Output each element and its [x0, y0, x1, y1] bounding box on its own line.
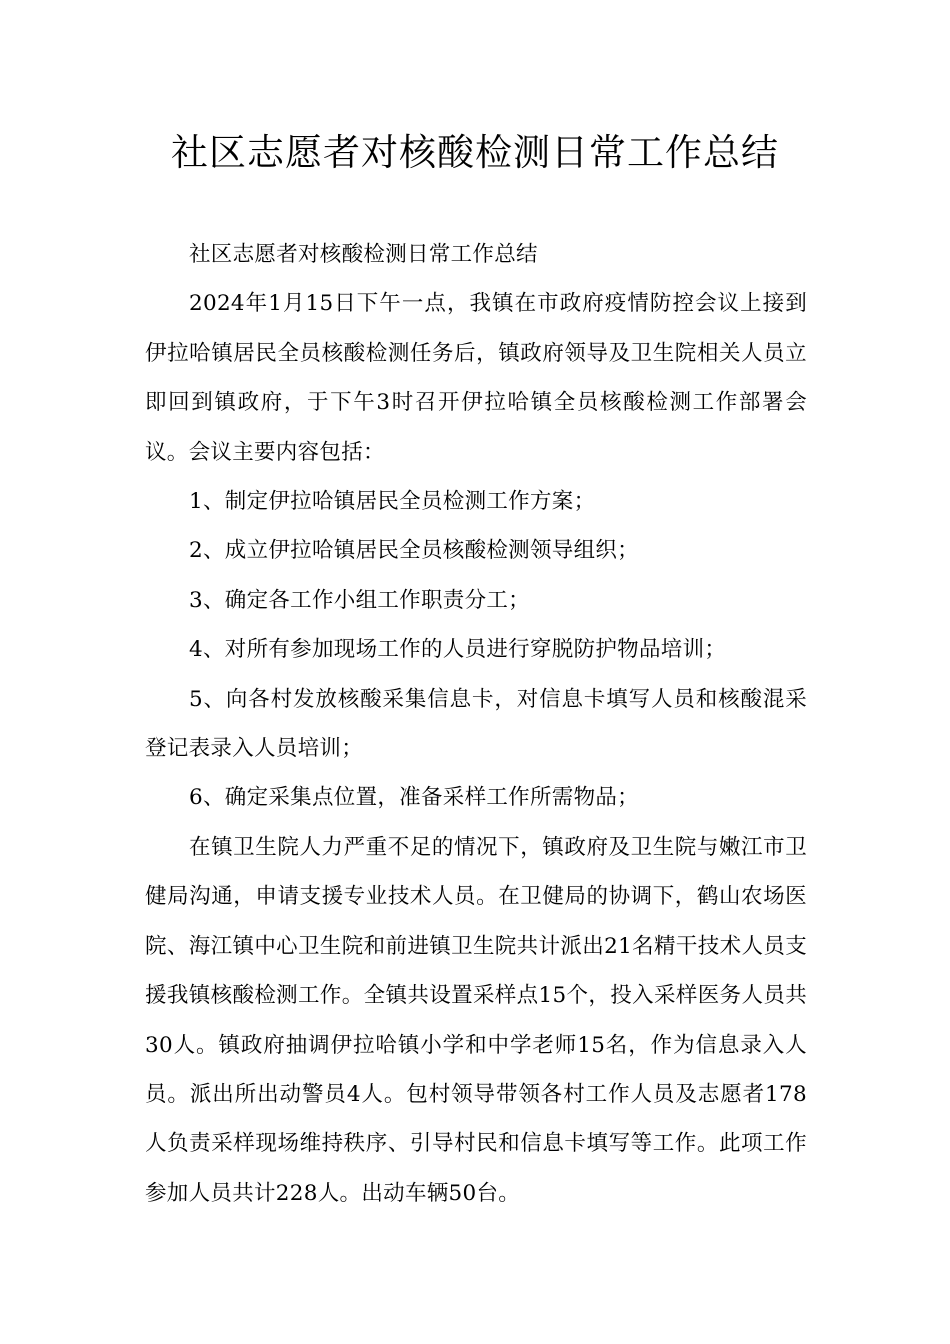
list-item-5: 5、向各村发放核酸采集信息卡，对信息卡填写人员和核酸混采登记表录入人员培训； — [145, 686, 807, 762]
list-item-4: 4、对所有参加现场工作的人员进行穿脱防护物品培训； — [189, 637, 727, 663]
paragraph-subtitle: 社区志愿者对核酸检测日常工作总结 — [189, 242, 538, 267]
list-item-3: 3、确定各工作小组工作职责分工； — [189, 587, 530, 613]
list-item-2: 2、成立伊拉哈镇居民全员核酸检测领导组织； — [189, 538, 639, 564]
list-item-1: 1、制定伊拉哈镇居民全员检测工作方案； — [189, 489, 596, 515]
list-item-6: 6、确定采集点位置，准备采样工作所需物品； — [189, 785, 639, 811]
paragraph-staffing: 在镇卫生院人力严重不足的情况下，镇政府及卫生院与嫩江市卫健局沟通，申请支援专业技术人员。在卫健局的协调下，鹤山农场医院、海江镇中心卫生院和前进镇卫生院共计派出21名精干技术人员支援我镇核酸检测工作。全镇共设置采样点15个，投入采样医务人员共30人。镇政府抽调伊拉哈镇小学和中学老师15名，作为信息录入人员。派出所出动警员4人。包村领导带领各村工作人员及志愿者178人负责采样现场维持秩序、引导村民和信息卡填写等工作。此项工作参加人员共计228人。出动车辆50台。 — [145, 834, 807, 1206]
document-body — [145, 230, 807, 1218]
document-title: 社区志愿者对核酸检测日常工作总结 — [171, 131, 779, 174]
paragraph-meeting: 2024年1月15日下午一点，我镇在市政府疫情防控会议上接到伊拉哈镇居民全员核酸检测任务后，镇政府领导及卫生院相关人员立即回到镇政府，于下午3时召开伊拉哈镇全员核酸检测工作部署会议。会议主要内容包括： — [145, 291, 807, 465]
